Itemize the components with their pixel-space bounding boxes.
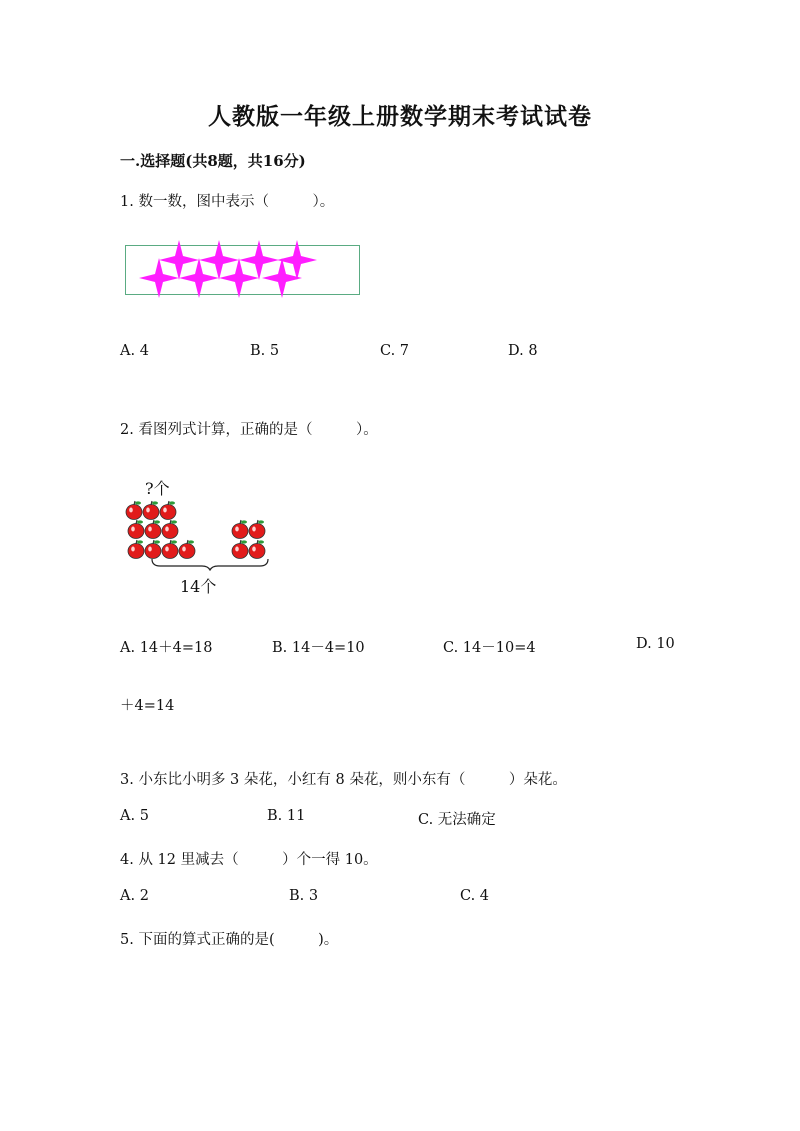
apple-icon xyxy=(179,540,195,559)
q2-option-d-wrap: ＋4=14 xyxy=(120,698,175,714)
section-heading: 一.选择题(共8题，共16分) xyxy=(120,152,306,170)
q2-option-d[interactable]: D. 10 xyxy=(636,636,675,652)
question-4: 4. 从 12 里减去（ ）个一得 10。 xyxy=(120,852,378,868)
apple-icon xyxy=(143,501,159,520)
q3-option-a[interactable]: A. 5 xyxy=(120,808,149,824)
page-title: 人教版一年级上册数学期末考试试卷 xyxy=(208,103,592,130)
apple-icon xyxy=(249,540,265,559)
apple-icon xyxy=(232,540,248,559)
question-3: 3. 小东比小明多 3 朵花，小红有 8 朵花，则小东有（ ）朵花。 xyxy=(120,772,567,788)
brace-icon xyxy=(150,557,270,571)
apple-icon xyxy=(162,540,178,559)
q3-option-b[interactable]: B. 11 xyxy=(267,808,306,824)
q4-option-c[interactable]: C. 4 xyxy=(460,888,490,904)
star-icon xyxy=(199,240,239,280)
q4-option-a[interactable]: A. 2 xyxy=(120,888,149,904)
q1-option-c[interactable]: C. 7 xyxy=(380,343,410,359)
q2-option-b[interactable]: B. 14－4=10 xyxy=(272,640,365,656)
q3-option-c[interactable]: C. 无法确定 xyxy=(418,812,496,828)
stars-figure xyxy=(125,245,360,295)
question-1: 1. 数一数，图中表示（ ）。 xyxy=(120,194,335,210)
star-icon xyxy=(219,258,259,298)
q1-option-b[interactable]: B. 5 xyxy=(250,343,280,359)
apple-icon xyxy=(249,520,265,539)
apple-icon xyxy=(128,520,144,539)
apple-icon xyxy=(128,540,144,559)
question-5: 5. 下面的算式正确的是( )。 xyxy=(120,932,339,948)
apple-icon xyxy=(145,540,161,559)
apple-icon xyxy=(160,501,176,520)
stars-canvas xyxy=(124,244,359,294)
q1-option-d[interactable]: D. 8 xyxy=(508,343,538,359)
apple-icon xyxy=(232,520,248,539)
apples-top-label: ?个 xyxy=(145,479,170,498)
q2-option-a[interactable]: A. 14＋4=18 xyxy=(120,640,213,656)
star-icon xyxy=(139,258,179,298)
q2-option-c[interactable]: C. 14－10=4 xyxy=(443,640,536,656)
star-icon xyxy=(159,240,199,280)
apple-icon xyxy=(162,520,178,539)
star-icon xyxy=(179,258,219,298)
q4-option-b[interactable]: B. 3 xyxy=(289,888,319,904)
star-icon xyxy=(239,240,279,280)
apples-bottom-label: 14个 xyxy=(180,577,217,596)
apple-icon xyxy=(126,501,142,520)
q1-option-a[interactable]: A. 4 xyxy=(120,343,149,359)
apple-icon xyxy=(145,520,161,539)
question-2: 2. 看图列式计算，正确的是（ ）。 xyxy=(120,422,378,438)
